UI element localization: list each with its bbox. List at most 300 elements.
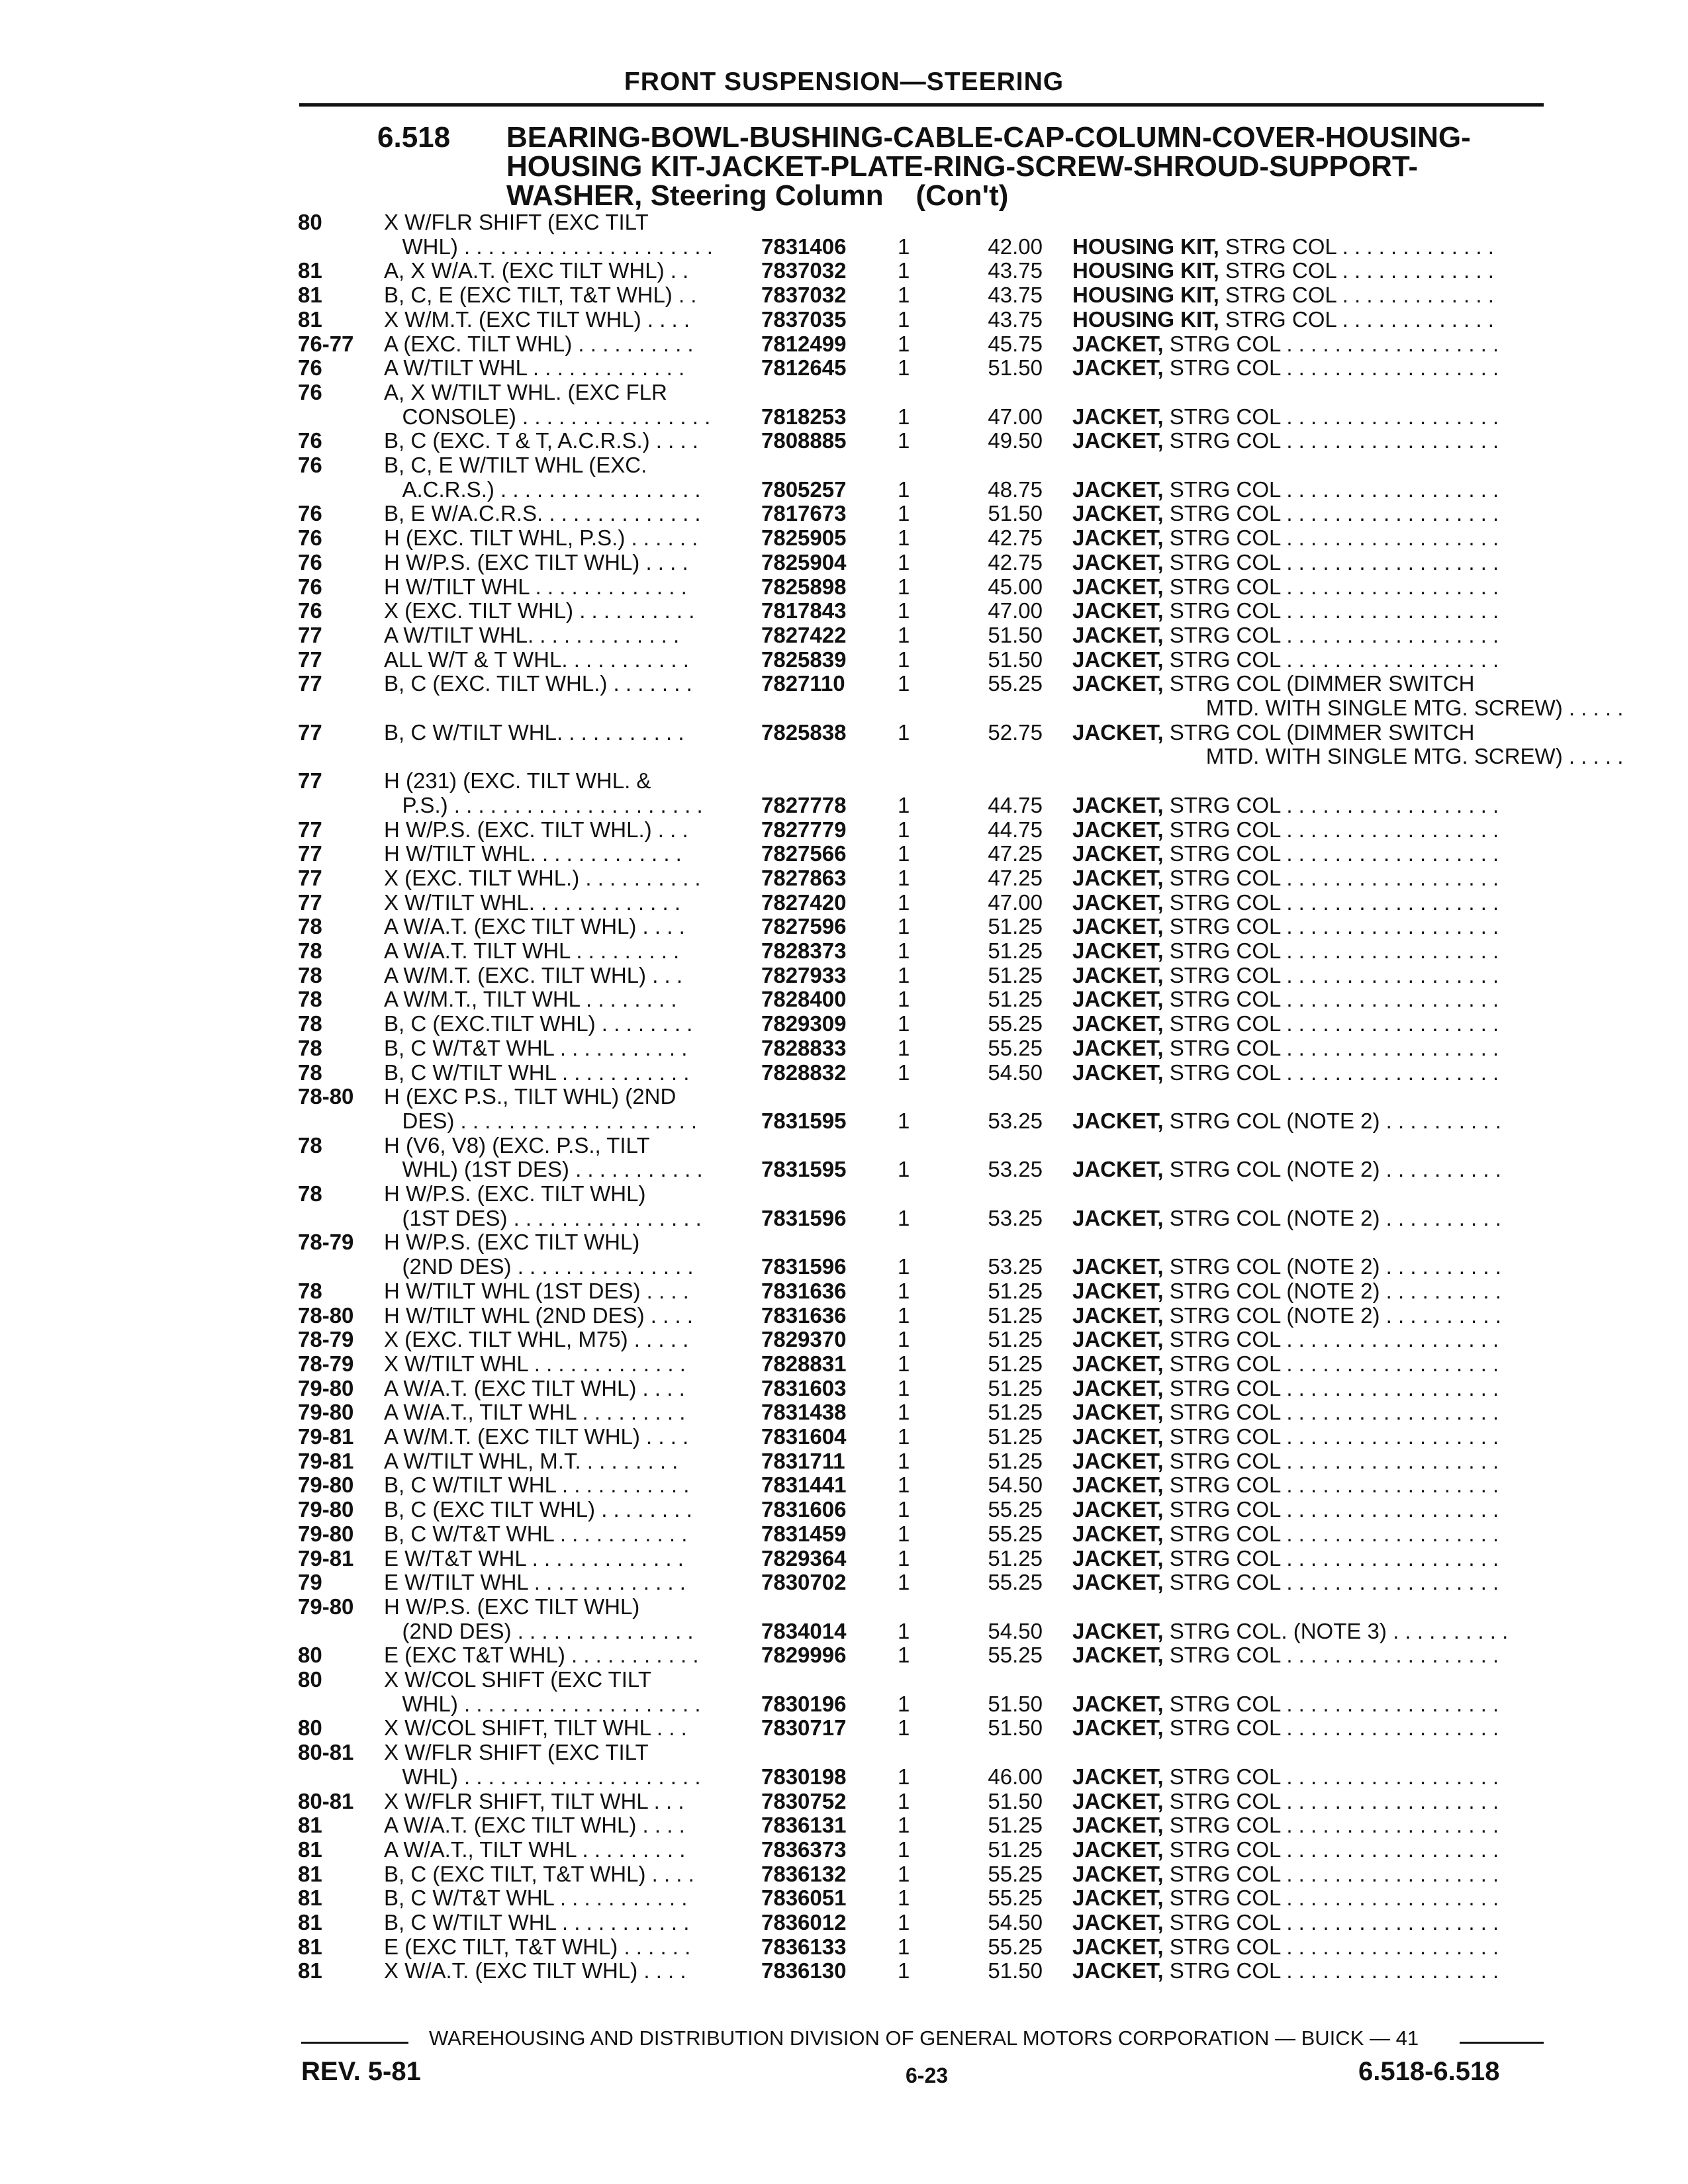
group-title-line: HOUSING KIT-JACKET-PLATE-RING-SCREW-SHROUD-SUPPORT- [506,150,1418,183]
quantity-cell: 1 [898,1546,910,1570]
year-cell: 78-79 [298,1327,354,1351]
year-cell: 79-81 [298,1449,354,1473]
description-text: STRG COL . . . . . . . . . . . . . . . . . . [1163,1449,1499,1473]
description-bold: JACKET, [1072,1376,1164,1400]
year-cell: 76 [298,574,322,599]
model-cell: H (EXC. TILT WHL, P.S.) . . . . . . [384,525,698,550]
price-cell: 51.25 [988,1813,1043,1837]
description-bold: JACKET, [1072,1497,1164,1522]
price-cell: 44.75 [988,793,1043,817]
footer-rule-left [301,2042,408,2044]
price-cell: 42.75 [988,550,1043,574]
price-cell: 51.50 [988,1789,1043,1813]
year-cell: 81 [298,307,322,332]
year-cell: 78 [298,938,322,963]
price-cell: 55.25 [988,1497,1043,1522]
quantity-cell: 1 [898,890,910,915]
part-number-cell: 7825905 [761,525,847,550]
quantity-cell: 1 [898,1497,910,1522]
description-text: STRG COL . . . . . . . . . . . . . . . . . . [1163,1424,1499,1449]
part-number-cell: 7831595 [761,1157,847,1181]
part-number-cell: 7831711 [761,1449,845,1473]
part-number-cell: 7825839 [761,647,847,672]
model-cell: B, C W/T&T WHL . . . . . . . . . . . [384,1036,688,1060]
model-cell: (2ND DES) . . . . . . . . . . . . . . . [384,1619,694,1643]
quantity-cell: 1 [898,428,910,453]
description-cell [1072,1813,1499,1837]
description-cell [1072,793,1499,817]
description-cell [1072,1060,1499,1085]
quantity-cell: 1 [898,1886,910,1910]
year-cell: 78 [298,963,322,987]
model-cell: H W/TILT WHL (1ST DES) . . . . [384,1279,689,1303]
description-text: STRG COL . . . . . . . . . . . . . . . . . . [1163,574,1499,599]
page-number: 6-23 [906,2064,949,2087]
year-cell: 80 [298,1667,322,1692]
quantity-cell: 1 [898,793,910,817]
description-text: STRG COL (NOTE 2) . . . . . . . . . . [1163,1254,1501,1279]
price-cell: 51.25 [988,987,1043,1011]
part-number-cell: 7836133 [761,1934,847,1959]
description-bold: JACKET, [1072,501,1164,525]
price-cell: 43.75 [988,307,1043,332]
quantity-cell: 1 [898,987,910,1011]
price-cell: 54.50 [988,1473,1043,1497]
year-cell: 78 [298,1060,322,1085]
model-cell: B, C, E (EXC TILT, T&T WHL) . . [384,283,697,307]
model-cell: ALL W/T & T WHL. . . . . . . . . . . [384,647,689,672]
description-cell [1072,1934,1499,1959]
year-cell: 76 [298,501,322,525]
description-bold: JACKET, [1072,428,1164,453]
quantity-cell: 1 [898,1424,910,1449]
quantity-cell: 1 [898,1522,910,1546]
price-cell: 55.25 [988,1643,1043,1667]
description-bold: JACKET, [1072,1351,1164,1376]
model-cell: E W/TILT WHL . . . . . . . . . . . . . [384,1570,686,1594]
description-cell [1072,1303,1501,1328]
description-text: STRG COL . . . . . . . . . . . . . . . . . . [1163,938,1499,963]
quantity-cell: 1 [898,1910,910,1934]
description-cell [1072,332,1499,356]
model-cell: B, C W/T&T WHL . . . . . . . . . . . [384,1886,688,1910]
year-cell: 81 [298,1886,322,1910]
description-text: STRG COL . . . . . . . . . . . . . . . . . . [1163,1327,1499,1351]
year-cell: 78 [298,914,322,938]
price-cell: 47.00 [988,404,1043,429]
quantity-cell: 1 [898,477,910,502]
quantity-cell: 1 [898,938,910,963]
year-cell: 77 [298,890,322,915]
price-cell: 55.25 [988,671,1043,696]
model-cell: X W/TILT WHL. . . . . . . . . . . . . [384,890,680,915]
description-bold: JACKET, [1072,1449,1164,1473]
part-number-cell: 7831438 [761,1400,847,1424]
model-cell: A W/M.T., TILT WHL . . . . . . . . [384,987,677,1011]
description-cell [1072,1958,1499,1983]
description-bold: JACKET, [1072,1011,1164,1036]
description-cell [1072,647,1499,672]
quantity-cell: 1 [898,501,910,525]
description-text: STRG COL . . . . . . . . . . . . . . . . . . [1163,404,1499,429]
part-number-cell: 7827933 [761,963,847,987]
model-cell: X (EXC. TILT WHL.) . . . . . . . . . . [384,866,701,890]
description-cell [1072,1424,1499,1449]
description-bold: JACKET, [1072,1327,1164,1351]
part-number-cell: 7837032 [761,283,847,307]
description-text: STRG COL (DIMMER SWITCH [1163,720,1475,745]
price-cell: 55.25 [988,1522,1043,1546]
quantity-cell: 1 [898,720,910,745]
price-cell: 51.50 [988,1958,1043,1983]
quantity-cell: 1 [898,1789,910,1813]
quantity-cell: 1 [898,598,910,623]
quantity-cell: 1 [898,647,910,672]
description-text: STRG COL . . . . . . . . . . . . . . . . . . [1163,841,1499,866]
part-number-cell: 7836130 [761,1958,847,1983]
description-cell [1072,671,1474,696]
description-text: STRG COL (NOTE 2) . . . . . . . . . . [1163,1206,1501,1230]
description-cell [1072,307,1494,332]
price-cell: 51.25 [988,1279,1043,1303]
quantity-cell: 1 [898,404,910,429]
description-text: STRG COL . . . . . . . . . . . . . . . . . . [1163,1643,1499,1667]
description-text: STRG COL . . . . . . . . . . . . . . . . . . [1163,623,1499,647]
model-cell: A.C.R.S.) . . . . . . . . . . . . . . . . . [384,477,701,502]
description-cell [1072,404,1499,429]
description-text: STRG COL . . . . . . . . . . . . . . . . . . [1163,1958,1499,1983]
model-cell: B, C W/TILT WHL. . . . . . . . . . . [384,720,684,745]
quantity-cell: 1 [898,332,910,356]
quantity-cell: 1 [898,1011,910,1036]
price-cell: 51.25 [988,1424,1043,1449]
year-cell: 76-77 [298,332,354,356]
price-cell: 51.25 [988,1303,1043,1328]
part-number-cell: 7827422 [761,623,847,647]
description-cell [1072,1789,1499,1813]
price-cell: 47.25 [988,841,1043,866]
description-text: STRG COL (NOTE 2) . . . . . . . . . . [1163,1109,1501,1133]
price-cell: 53.25 [988,1109,1043,1133]
part-number-cell: 7831596 [761,1254,847,1279]
price-cell: 55.25 [988,1886,1043,1910]
model-cell: E (EXC TILT, T&T WHL) . . . . . . [384,1934,691,1959]
year-cell: 79-80 [298,1376,354,1400]
description-bold: JACKET, [1072,1570,1164,1594]
model-cell: A W/A.T. (EXC TILT WHL) . . . . [384,1813,685,1837]
quantity-cell: 1 [898,574,910,599]
year-cell: 80-81 [298,1789,354,1813]
model-cell: X W/FLR SHIFT (EXC TILT [384,210,649,234]
part-number-cell: 7837032 [761,258,847,283]
year-cell: 78 [298,1011,322,1036]
description-bold: JACKET, [1072,866,1164,890]
description-text: STRG COL . . . . . . . . . . . . . . . . . . [1163,501,1499,525]
year-cell: 81 [298,1813,322,1837]
description-bold: JACKET, [1072,1789,1164,1813]
description-cell [1072,550,1499,574]
year-cell: 77 [298,720,322,745]
description-text: MTD. WITH SINGLE MTG. SCREW) . . . . . [1072,744,1624,768]
description-text: STRG COL . . . . . . . . . . . . . . . . . . [1163,1473,1499,1497]
part-number-cell: 7805257 [761,477,847,502]
description-text: STRG COL . . . . . . . . . . . . . . . . . . [1163,1837,1499,1862]
model-cell: H W/P.S. (EXC TILT WHL) [384,1230,640,1254]
description-cell [1072,598,1499,623]
description-cell [1072,1109,1501,1133]
description-text: STRG COL . . . . . . . . . . . . . . . . . . [1163,890,1499,915]
description-cell [1072,234,1494,259]
part-number-cell: 7831606 [761,1497,847,1522]
model-cell: B, C (EXC.TILT WHL) . . . . . . . . [384,1011,693,1036]
price-cell: 51.25 [988,938,1043,963]
year-cell: 81 [298,1837,322,1862]
model-cell: A, X W/A.T. (EXC TILT WHL) . . [384,258,689,283]
part-number-cell: 7827566 [761,841,847,866]
description-bold: JACKET, [1072,793,1164,817]
model-cell: X W/FLR SHIFT (EXC TILT [384,1740,649,1764]
description-cell [1072,1254,1501,1279]
part-number-cell: 7817673 [761,501,847,525]
description-bold: JACKET, [1072,671,1164,696]
description-text: STRG COL . . . . . . . . . . . . . . . . . . [1163,477,1499,502]
part-number-cell: 7827863 [761,866,847,890]
model-cell: X W/M.T. (EXC TILT WHL) . . . . [384,307,690,332]
model-cell: A W/M.T. (EXC. TILT WHL) . . . [384,963,683,987]
price-cell: 48.75 [988,477,1043,502]
year-cell: 78-80 [298,1084,354,1109]
price-cell: 55.25 [988,1862,1043,1886]
description-text: STRG COL . . . . . . . . . . . . . . . . . . [1163,1060,1499,1085]
description-cell [1072,1351,1499,1376]
part-number-cell: 7828373 [761,938,847,963]
part-number-cell: 7812499 [761,332,847,356]
year-cell: 79-80 [298,1473,354,1497]
quantity-cell: 1 [898,1109,910,1133]
quantity-cell: 1 [898,1715,910,1740]
quantity-cell: 1 [898,1643,910,1667]
model-cell: B, C (EXC. TILT WHL.) . . . . . . . [384,671,692,696]
quantity-cell: 1 [898,866,910,890]
description-cell [1072,1497,1499,1522]
model-cell: H W/P.S. (EXC. TILT WHL) [384,1181,646,1206]
year-cell: 81 [298,1862,322,1886]
model-cell: B, C W/TILT WHL . . . . . . . . . . . [384,1473,690,1497]
model-cell: H (231) (EXC. TILT WHL. & [384,768,651,793]
quantity-cell: 1 [898,623,910,647]
year-cell: 77 [298,671,322,696]
description-text: STRG COL . . . . . . . . . . . . . . . . . . [1163,1546,1499,1570]
description-bold: JACKET, [1072,890,1164,915]
price-cell: 49.50 [988,428,1043,453]
quantity-cell: 1 [898,1570,910,1594]
description-text: STRG COL . . . . . . . . . . . . . . . . . . [1163,1497,1499,1522]
year-cell: 76 [298,355,322,380]
description-text: STRG COL . . . . . . . . . . . . . . . . . . [1163,1910,1499,1934]
description-text: STRG COL (DIMMER SWITCH [1163,671,1475,696]
quantity-cell: 1 [898,914,910,938]
year-cell: 81 [298,1958,322,1983]
quantity-cell: 1 [898,307,910,332]
price-cell: 51.50 [988,1692,1043,1716]
year-cell: 80 [298,1715,322,1740]
description-bold: JACKET, [1072,987,1164,1011]
quantity-cell: 1 [898,1351,910,1376]
description-cell [1072,696,1623,720]
model-cell: H W/P.S. (EXC TILT WHL) . . . . [384,550,688,574]
model-cell: H (EXC P.S., TILT WHL) (2ND [384,1084,677,1109]
price-cell: 47.25 [988,866,1043,890]
model-cell: (1ST DES) . . . . . . . . . . . . . . . . [384,1206,702,1230]
part-number-cell: 7830196 [761,1692,847,1716]
price-cell: 43.75 [988,283,1043,307]
model-cell: (2ND DES) . . . . . . . . . . . . . . . [384,1254,694,1279]
description-cell [1072,1279,1501,1303]
description-bold: JACKET, [1072,1643,1164,1667]
quantity-cell: 1 [898,1934,910,1959]
description-cell [1072,623,1499,647]
description-text: STRG COL . . . . . . . . . . . . . . . . . . [1163,1886,1499,1910]
description-text: STRG COL. (NOTE 3) . . . . . . . . . . [1163,1619,1509,1643]
model-cell: X W/COL SHIFT (EXC TILT [384,1667,651,1692]
description-cell [1072,720,1474,745]
price-cell: 47.00 [988,598,1043,623]
group-range: 6.518-6.518 [1358,2057,1500,2086]
description-cell [1072,1643,1499,1667]
description-bold: JACKET, [1072,477,1164,502]
description-bold: JACKET, [1072,1837,1164,1862]
description-text: STRG COL (NOTE 2) . . . . . . . . . . [1163,1303,1501,1328]
description-text: STRG COL . . . . . . . . . . . . . . . . . . [1163,1400,1499,1424]
model-cell: B, C (EXC TILT, T&T WHL) . . . . [384,1862,694,1886]
model-cell: E W/T&T WHL . . . . . . . . . . . . . [384,1546,684,1570]
quantity-cell: 1 [898,1837,910,1862]
description-bold: JACKET, [1072,1862,1164,1886]
description-text: STRG COL . . . . . . . . . . . . . . . . . . [1163,963,1499,987]
description-bold: JACKET, [1072,1715,1164,1740]
quantity-cell: 1 [898,1206,910,1230]
description-bold: JACKET, [1072,1303,1164,1328]
description-cell [1072,283,1494,307]
quantity-cell: 1 [898,525,910,550]
price-cell: 44.75 [988,817,1043,842]
part-number-cell: 7831406 [761,234,847,259]
part-number-cell: 7831596 [761,1206,847,1230]
year-cell: 77 [298,866,322,890]
part-number-cell: 7837035 [761,307,847,332]
description-text: STRG COL . . . . . . . . . . . . . . . . . . [1163,1789,1499,1813]
page-header: FRONT SUSPENSION—STEERING [624,68,1064,96]
description-bold: JACKET, [1072,1206,1164,1230]
part-number-cell: 7830752 [761,1789,847,1813]
part-number-cell: 7829370 [761,1327,847,1351]
model-cell: X W/TILT WHL . . . . . . . . . . . . . [384,1351,686,1376]
price-cell: 51.25 [988,1546,1043,1570]
description-bold: JACKET, [1072,1619,1164,1643]
description-cell [1072,1473,1499,1497]
price-cell: 46.00 [988,1764,1043,1789]
year-cell: 78 [298,1036,322,1060]
description-cell [1072,1886,1499,1910]
part-number-cell: 7818253 [761,404,847,429]
part-number-cell: 7825898 [761,574,847,599]
description-cell [1072,1715,1499,1740]
description-cell [1072,963,1499,987]
description-cell [1072,890,1499,915]
year-cell: 76 [298,380,322,404]
description-cell [1072,1036,1499,1060]
group-title-line: WASHER, Steering Column (Con't) [506,179,1009,212]
description-text: STRG COL . . . . . . . . . . . . . . . . . . [1163,428,1499,453]
description-cell [1072,428,1499,453]
year-cell: 79-80 [298,1400,354,1424]
quantity-cell: 1 [898,1813,910,1837]
year-cell: 76 [298,550,322,574]
description-text: STRG COL . . . . . . . . . . . . . . . . . . [1163,550,1499,574]
year-cell: 78-79 [298,1230,354,1254]
description-text: STRG COL . . . . . . . . . . . . . . . . . . [1163,914,1499,938]
quantity-cell: 1 [898,1764,910,1789]
description-text: MTD. WITH SINGLE MTG. SCREW) . . . . . [1072,696,1624,720]
year-cell: 77 [298,768,322,793]
part-number-cell: 7836051 [761,1886,847,1910]
year-cell: 77 [298,841,322,866]
year-cell: 80 [298,1643,322,1667]
part-number-cell: 7828831 [761,1351,847,1376]
description-text: STRG COL . . . . . . . . . . . . . . . . . . [1163,817,1499,842]
revision-label: REV. 5-81 [301,2057,421,2086]
description-bold: JACKET, [1072,1060,1164,1085]
part-number-cell: 7817843 [761,598,847,623]
description-text: STRG COL . . . . . . . . . . . . . . . . . . [1163,1570,1499,1594]
description-bold: JACKET, [1072,1886,1164,1910]
description-cell [1072,744,1623,768]
description-cell [1072,817,1499,842]
model-cell: H W/P.S. (EXC. TILT WHL.) . . . [384,817,688,842]
price-cell: 51.25 [988,1351,1043,1376]
description-bold: JACKET, [1072,355,1164,380]
year-cell: 77 [298,817,322,842]
description-bold: JACKET, [1072,550,1164,574]
quantity-cell: 1 [898,550,910,574]
description-bold: JACKET, [1072,1036,1164,1060]
description-cell [1072,258,1494,283]
group-title-line: BEARING-BOWL-BUSHING-CABLE-CAP-COLUMN-COVER-HOUSING- [506,121,1471,154]
description-text: STRG COL . . . . . . . . . . . . . [1219,307,1494,332]
model-cell: WHL) . . . . . . . . . . . . . . . . . . . . . [384,234,713,259]
price-cell: 42.00 [988,234,1043,259]
description-cell [1072,1206,1501,1230]
price-cell: 51.50 [988,1715,1043,1740]
description-bold: JACKET, [1072,332,1164,356]
description-bold: JACKET, [1072,1279,1164,1303]
description-bold: JACKET, [1072,1910,1164,1934]
model-cell: WHL) . . . . . . . . . . . . . . . . . . . . [384,1692,701,1716]
quantity-cell: 1 [898,841,910,866]
part-number-cell: 7825838 [761,720,847,745]
part-number-cell: 7827779 [761,817,847,842]
description-bold: JACKET, [1072,598,1164,623]
part-number-cell: 7829996 [761,1643,847,1667]
year-cell: 81 [298,283,322,307]
price-cell: 51.25 [988,1837,1043,1862]
description-text: STRG COL . . . . . . . . . . . . . . . . . . [1163,1351,1499,1376]
price-cell: 51.50 [988,623,1043,647]
price-cell: 55.25 [988,1011,1043,1036]
part-number-cell: 7825904 [761,550,847,574]
quantity-cell: 1 [898,355,910,380]
description-cell [1072,1011,1499,1036]
